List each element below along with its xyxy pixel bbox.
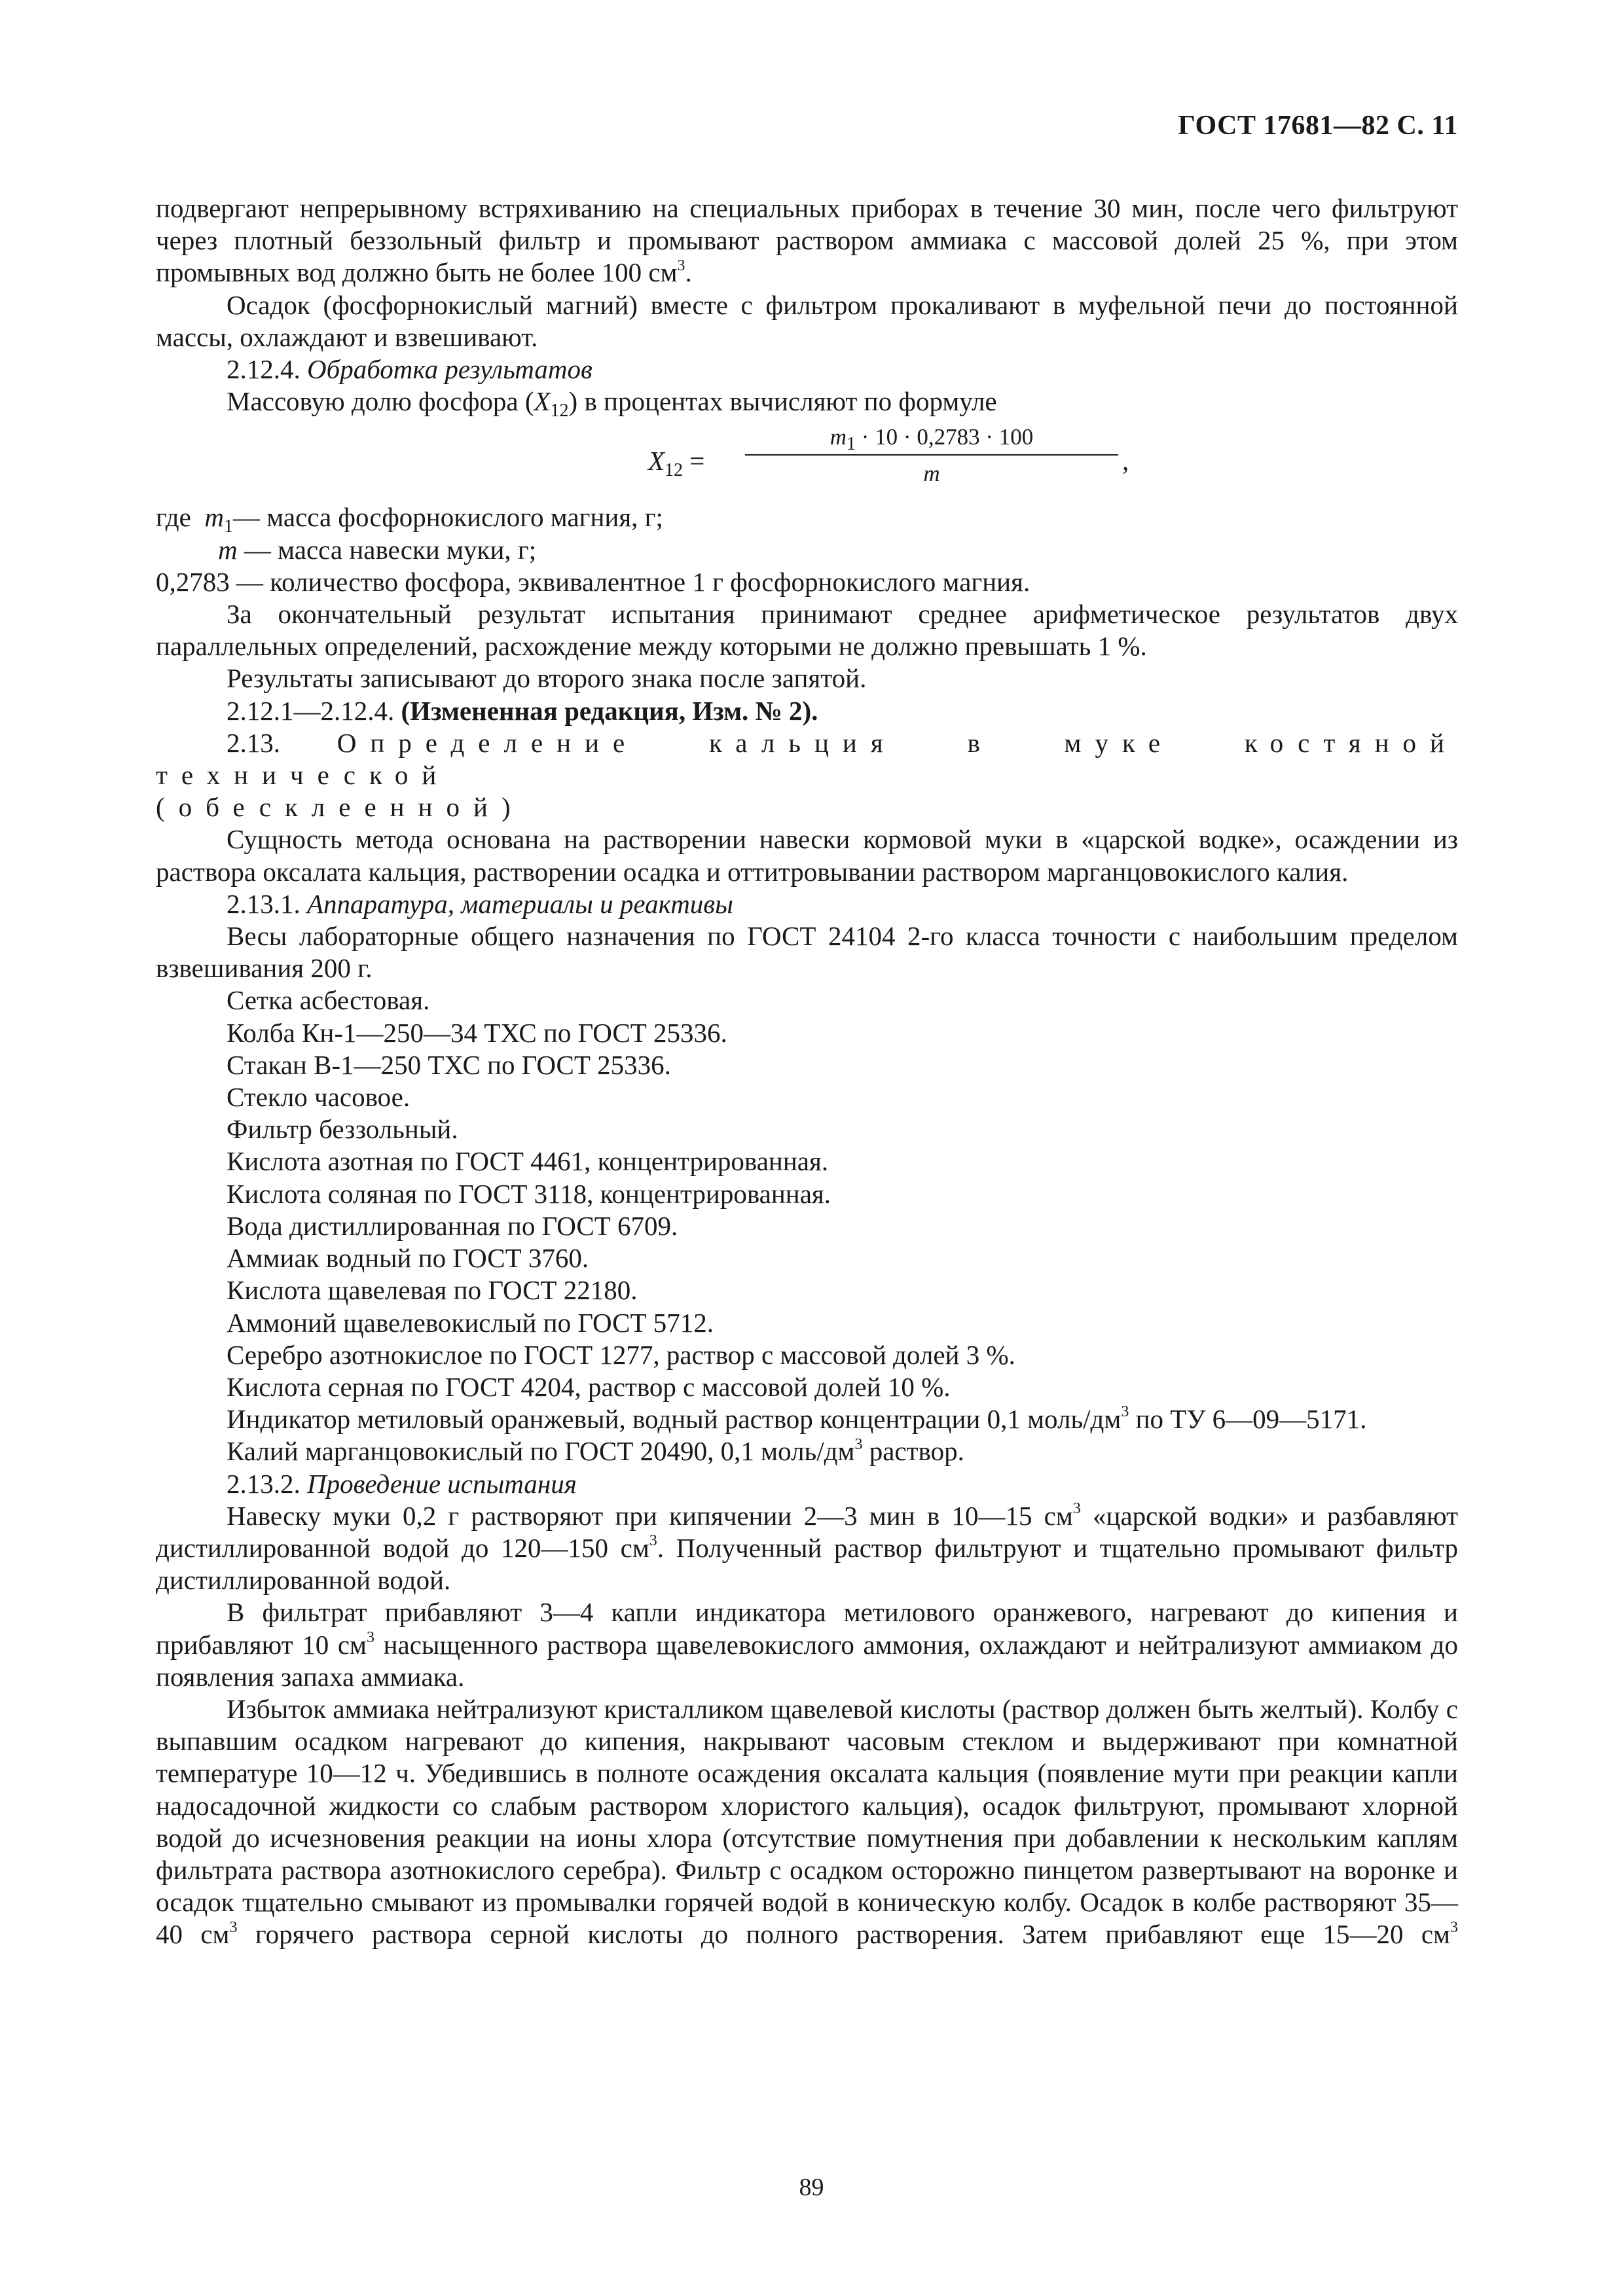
definition-m1	[156, 501, 1458, 537]
list-item: Стекло часовое.	[227, 1082, 410, 1113]
superscript: 3	[366, 1628, 374, 1646]
edit-note-text: (Измененная редакция, Изм. № 2).	[401, 695, 818, 726]
section-number: 2.12.4.	[227, 354, 301, 385]
superscript: 3	[1450, 1918, 1458, 1936]
paragraph-formula-intro	[156, 386, 1458, 422]
superscript: 3	[229, 1918, 238, 1936]
text: Массовую долю фосфора (	[227, 386, 534, 417]
variable: m	[830, 424, 847, 450]
list-item: Кислота соляная по ГОСТ 3118, концентрированная.	[227, 1178, 831, 1209]
fraction-bar	[745, 454, 1118, 456]
list-item: Колба Кн-1—250—34 ТХС по ГОСТ 25336.	[227, 1017, 727, 1048]
definition-m	[156, 534, 1458, 566]
equals-sign: =	[689, 446, 705, 476]
page-content	[156, 192, 1458, 1951]
formula-denominator: m	[923, 461, 940, 487]
text: Избыток аммиака нейтрализуют кристалликом щавелевой кислоты (раствор должен быть желтый). Колбу с выпавшим осадком нагревают до кипения, накрывают часовым стеклом и выдерживают при комнатной температуре 10—12 ч. Убедившись в полноте осаждения оксалата кальция (появление мути при реакции капли надосадочной жидкости со слабым раствором хлористого кальция), осадок фильтруют, промывают хлорной водой до исчезновения реакции на ионы хлора (отсутствие помутнения при добавлении к нескольким каплям фильтрата раствора азотнокислого серебра). Фильтр с осадком осторожно пинцетом развертывают на воронке и осадок тщательно смывают из промывалки горячей водой в коническую колбу. Осадок в колбе растворяют 35—40 см	[156, 1693, 1458, 1950]
formula-lhs	[648, 445, 705, 481]
paragraph-precipitation	[156, 1693, 1458, 1951]
text: ) в процентах вычисляют по формуле	[568, 386, 997, 417]
section-heading-2-13-2	[156, 1468, 1458, 1500]
text: по ТУ 6—09—5171.	[1129, 1404, 1367, 1435]
superscript: 3	[649, 1532, 657, 1550]
section-title: Обработка результатов	[307, 354, 593, 385]
formula-definitions	[156, 501, 1458, 598]
section-title: Определение кальция в муке костяной технической	[156, 727, 1458, 791]
list-item-indicator	[156, 1403, 1458, 1435]
page-number: 89	[799, 2174, 824, 2201]
page-header: ГОСТ 17681—82 С. 11	[1178, 111, 1458, 141]
paragraph-filtrate	[156, 1596, 1458, 1693]
numerator-text: · 10 · 0,2783 · 100	[856, 424, 1034, 450]
text: насыщенного раствора щавелевокислого аммония, охлаждают и нейтрализуют аммиаком до появления запаха аммиака.	[156, 1629, 1458, 1692]
section-range: 2.12.1—2.12.4.	[227, 695, 395, 726]
edit-note	[156, 695, 1458, 727]
list-item: Кислота щавелевая по ГОСТ 22180.	[227, 1275, 638, 1306]
superscript: 3	[854, 1435, 863, 1453]
list-item: Сетка асбестовая.	[227, 985, 430, 1016]
text: горячего раствора серной кислоты до полного растворения. Затем прибавляют еще 15—20 см	[237, 1919, 1450, 1950]
section-heading-2-13	[156, 727, 1458, 791]
text: . Полученный раствор фильтруют и тщательно промывают фильтр дистиллированной водой.	[156, 1532, 1459, 1596]
list-item: Аммиак водный по ГОСТ 3760.	[227, 1243, 589, 1274]
paragraph-method-essence: Сущность метода основана на растворении навески кормовой муки в «царской водке», осаждении из раствора оксалата кальция, растворении осадка и оттитровывании раствором марганцовокислого калия.	[156, 824, 1458, 887]
text: подвергают непрерывному встряхиванию на специальных приборах в течение 30 мин, после чего фильтруют через плотный беззольный фильтр и промывают раствором аммиака с массовой долей 25 %, при этом промывных вод должно быть не более 100 см	[156, 193, 1458, 288]
text: «царской водки» и разбавляют дистиллированной водой до 120—150 см	[156, 1500, 1458, 1563]
list-item: Серебро азотнокислое по ГОСТ 1277, раствор с массовой долей 3 %.	[227, 1339, 1015, 1370]
where-word: где	[156, 502, 191, 533]
text: Калий марганцовокислый по ГОСТ 20490, 0,1 моль/дм	[227, 1436, 855, 1467]
definition-coefficient	[156, 566, 1458, 598]
subscript: 12	[665, 460, 684, 481]
coefficient: 0,2783	[156, 566, 230, 597]
section-heading-2-13-1	[156, 888, 1458, 920]
superscript: 3	[1121, 1403, 1129, 1421]
variable: X	[648, 446, 665, 476]
list-item: Вода дистиллированная по ГОСТ 6709.	[227, 1210, 678, 1241]
paragraph-rounding: Результаты записывают до второго знака после запятой.	[227, 663, 867, 694]
subscript: 1	[223, 516, 233, 537]
formula-fraction	[745, 422, 1118, 490]
subscript: 12	[550, 401, 569, 422]
paragraph-continued	[156, 192, 1458, 289]
variable: m	[218, 534, 238, 565]
section-title-cont: (обесклеенной)	[156, 792, 524, 823]
section-heading-2-12-4	[156, 353, 1458, 386]
variable: X	[534, 386, 551, 417]
list-item: Кислота азотная по ГОСТ 4461, концентрированная.	[227, 1146, 829, 1177]
list-item-kmno4	[156, 1435, 1458, 1467]
text: Навеску муки 0,2 г растворяют при кипячении 2—3 мин в 10—15 см	[227, 1500, 1073, 1531]
formula-numerator	[745, 422, 1118, 453]
section-number: 2.13.	[227, 727, 280, 758]
list-item: Аммоний щавелевокислый по ГОСТ 5712.	[227, 1307, 714, 1338]
text: .	[685, 257, 692, 288]
formula-x12	[156, 422, 1458, 499]
text: Индикатор метиловый оранжевый, водный раствор концентрации 0,1 моль/дм	[227, 1404, 1122, 1435]
paragraph-final-result: За окончательный результат испытания принимают среднее арифметическое результатов двух параллельных определений, расхождение между которыми не должно превышать 1 %.	[156, 599, 1458, 662]
variable: m	[204, 502, 224, 533]
list-item: Кислота серная по ГОСТ 4204, раствор с массовой долей 10 %.	[227, 1371, 951, 1402]
formula-comma: ,	[1122, 446, 1129, 476]
text: В фильтрат прибавляют 3—4 капли индикатора метилового оранжевого, нагревают до кипения и прибавляют 10 см	[156, 1597, 1458, 1660]
text: раствор.	[862, 1436, 964, 1467]
list-item: Стакан В-1—250 ТХС по ГОСТ 25336.	[227, 1049, 671, 1080]
paragraph-sample-dissolution	[156, 1500, 1458, 1597]
section-number: 2.13.1.	[227, 888, 301, 919]
definition-text: — масса фосфорнокислого магния, г;	[232, 502, 663, 533]
superscript: 3	[1072, 1500, 1081, 1518]
superscript: 3	[677, 257, 685, 274]
paragraph-calcination: Осадок (фосфорнокислый магний) вместе с фильтром прокаливают в муфельной печи до постоянной массы, охлаждают и взвешивают.	[156, 289, 1458, 352]
list-item: Весы лабораторные общего назначения по ГОСТ 24104 2-го класса точности с наибольшим пределом взвешивания 200 г.	[156, 921, 1458, 984]
section-title: Проведение испытания	[307, 1468, 577, 1499]
list-item: Фильтр беззольный.	[227, 1114, 458, 1145]
section-number: 2.13.2.	[227, 1468, 301, 1499]
definition-text: — количество фосфора, эквивалентное 1 г фосфорнокислого магния.	[229, 566, 1030, 597]
subscript: 1	[847, 434, 856, 455]
section-title: Аппаратура, материалы и реактивы	[307, 888, 733, 919]
definition-text: — масса навески муки, г;	[237, 534, 537, 565]
section-heading-2-13-cont	[156, 791, 1458, 823]
